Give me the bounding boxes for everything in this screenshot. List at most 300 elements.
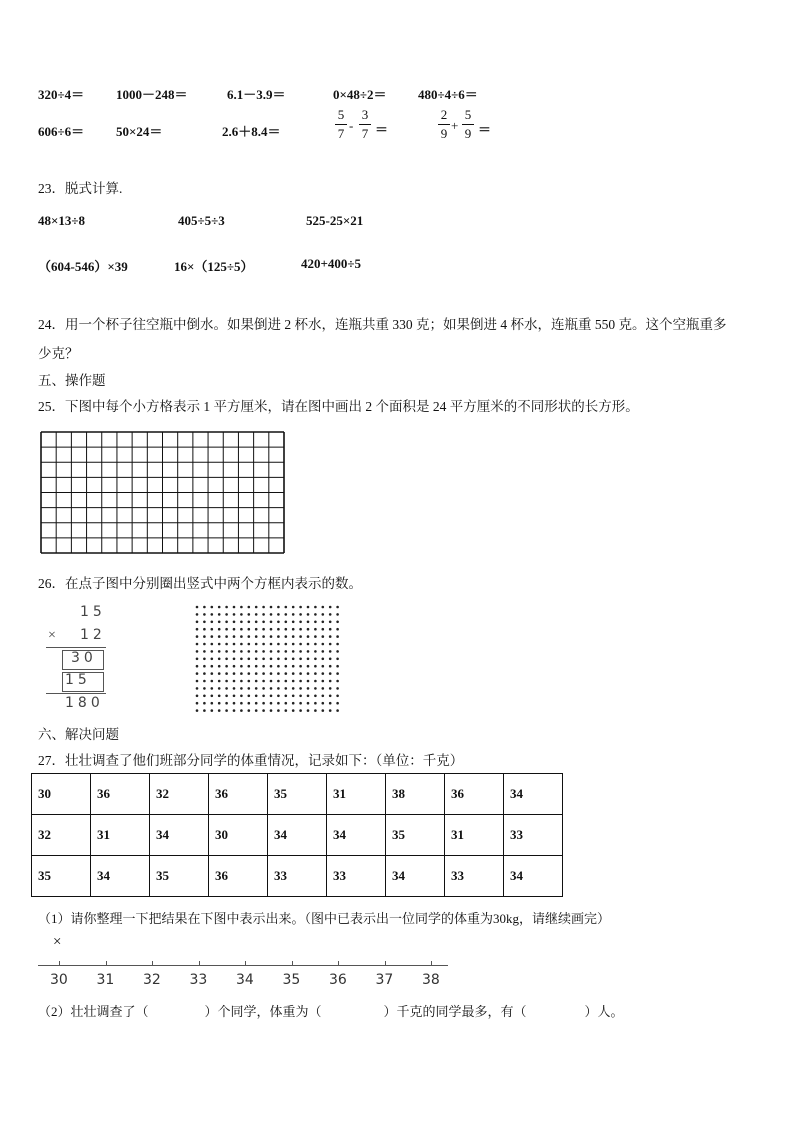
- dot: [255, 687, 258, 690]
- dot: [262, 643, 265, 646]
- dot: [196, 643, 199, 646]
- dot: [292, 613, 295, 616]
- dot: [307, 628, 310, 631]
- dot: [248, 687, 251, 690]
- dot: [262, 672, 265, 675]
- square-grid[interactable]: [40, 431, 285, 554]
- dot: [196, 709, 199, 712]
- dot: [285, 680, 288, 683]
- dot: [196, 650, 199, 653]
- table-cell: 34: [268, 815, 327, 856]
- dot: [233, 687, 236, 690]
- dot: [240, 665, 243, 668]
- dot: [240, 621, 243, 624]
- axis-tick: [106, 961, 107, 965]
- table-cell: 35: [32, 856, 91, 897]
- table-cell: 35: [386, 815, 445, 856]
- dot: [240, 695, 243, 698]
- multiplier: 12: [80, 627, 106, 643]
- table-cell: 36: [209, 774, 268, 815]
- dot: [336, 628, 339, 631]
- dot: [299, 613, 302, 616]
- dot: [225, 702, 228, 705]
- dot: [336, 635, 339, 638]
- dot: [299, 680, 302, 683]
- dot: [240, 687, 243, 690]
- dot: [307, 621, 310, 624]
- table-cell: 34: [150, 815, 209, 856]
- dot: [307, 606, 310, 609]
- partial-product-1: 30: [71, 650, 97, 666]
- dot: [248, 665, 251, 668]
- dot: [211, 658, 214, 661]
- dot: [196, 672, 199, 675]
- dot: [211, 635, 214, 638]
- number-line[interactable]: [38, 965, 448, 966]
- q27-title: 27．壮壮调查了他们班部分同学的体重情况，记录如下：（单位：千克）: [38, 753, 464, 768]
- dot: [285, 606, 288, 609]
- dot: [196, 658, 199, 661]
- dot: [248, 628, 251, 631]
- dot: [218, 635, 221, 638]
- dot: [211, 695, 214, 698]
- dot: [277, 613, 280, 616]
- dot: [203, 680, 206, 683]
- dot: [299, 702, 302, 705]
- dot: [336, 613, 339, 616]
- q23-expr-2: 405÷5÷3: [178, 213, 225, 228]
- fraction-a: 2 9: [438, 108, 450, 141]
- dot: [240, 650, 243, 653]
- equals-sign: ＝: [478, 122, 492, 137]
- dot: [314, 635, 317, 638]
- dot: [329, 621, 332, 624]
- dot: [196, 665, 199, 668]
- q23-expr-4: （604-546）×39: [38, 259, 128, 274]
- dot: [322, 643, 325, 646]
- dot: [336, 702, 339, 705]
- dot: [262, 635, 265, 638]
- q24-text-line1: 24．用一个杯子往空瓶中倒水。如果倒进 2 杯水，连瓶共重 330 克；如果倒进 4 杯水，连瓶重 550 克。这个空瓶重多: [38, 317, 727, 332]
- table-cell: 36: [91, 774, 150, 815]
- dot: [314, 628, 317, 631]
- dot: [262, 687, 265, 690]
- dot: [255, 650, 258, 653]
- q26-title: 26．在点子图中分别圈出竖式中两个方框内表示的数。: [38, 576, 362, 591]
- dot: [218, 650, 221, 653]
- dot: [233, 680, 236, 683]
- dot: [322, 687, 325, 690]
- dot: [299, 709, 302, 712]
- table-cell: 31: [445, 815, 504, 856]
- dot: [233, 643, 236, 646]
- dot: [255, 621, 258, 624]
- dot: [270, 687, 273, 690]
- dot: [292, 687, 295, 690]
- dot: [233, 606, 236, 609]
- vertical-multiplication: [44, 603, 110, 713]
- dot: [299, 672, 302, 675]
- dot: [196, 680, 199, 683]
- dot: [299, 658, 302, 661]
- fraction-a: 5 7: [335, 108, 347, 141]
- dot: [322, 680, 325, 683]
- dot: [322, 695, 325, 698]
- dot: [218, 606, 221, 609]
- q25-title: 25．下图中每个小方格表示 1 平方厘米，请在图中画出 2 个面积是 24 平方厘米的不同形状的长方形。: [38, 399, 639, 414]
- axis-label: 35: [282, 972, 301, 988]
- dot: [211, 606, 214, 609]
- dot: [270, 695, 273, 698]
- oral-calc-4: 0×48÷2＝: [333, 87, 387, 102]
- oral-calc-8: 2.6＋8.4＝: [222, 124, 281, 139]
- dot: [240, 635, 243, 638]
- dot: [196, 628, 199, 631]
- dot: [211, 672, 214, 675]
- table-cell: 33: [327, 856, 386, 897]
- dot: [336, 680, 339, 683]
- dot-grid[interactable]: [193, 603, 343, 715]
- dot: [233, 709, 236, 712]
- dot: [270, 621, 273, 624]
- dot: [225, 680, 228, 683]
- oral-calc-6: 606÷6＝: [38, 124, 85, 139]
- dot: [255, 665, 258, 668]
- dot: [336, 695, 339, 698]
- product-result: 180: [65, 695, 104, 711]
- dot: [336, 687, 339, 690]
- axis-label: 36: [329, 972, 347, 988]
- table-cell: 36: [445, 774, 504, 815]
- dot: [299, 695, 302, 698]
- dot: [248, 658, 251, 661]
- dot: [277, 709, 280, 712]
- oral-calc-5: 480÷4÷6＝: [418, 87, 478, 102]
- table-cell: 35: [268, 774, 327, 815]
- dot: [248, 672, 251, 675]
- dot: [285, 613, 288, 616]
- dot: [203, 665, 206, 668]
- oral-calc-1: 320÷4＝: [38, 87, 85, 102]
- dot: [233, 695, 236, 698]
- dot: [225, 613, 228, 616]
- dot: [314, 695, 317, 698]
- dot: [314, 672, 317, 675]
- oral-calc-2: 1000－248＝: [116, 87, 188, 102]
- dot: [248, 650, 251, 653]
- dot: [218, 643, 221, 646]
- dot: [277, 702, 280, 705]
- dot: [299, 606, 302, 609]
- dot: [255, 709, 258, 712]
- dot: [233, 628, 236, 631]
- dot: [270, 658, 273, 661]
- dot: [322, 702, 325, 705]
- dot: [233, 658, 236, 661]
- table-cell: 32: [150, 774, 209, 815]
- dot: [307, 635, 310, 638]
- table-cell: 34: [327, 815, 386, 856]
- dot: [225, 650, 228, 653]
- table-cell: 33: [268, 856, 327, 897]
- dot: [218, 613, 221, 616]
- table-row: [32, 815, 563, 856]
- table-cell: 31: [327, 774, 386, 815]
- dot: [248, 621, 251, 624]
- dot: [336, 606, 339, 609]
- dot: [322, 658, 325, 661]
- dot: [322, 635, 325, 638]
- dot: [322, 613, 325, 616]
- dot: [314, 650, 317, 653]
- dot: [285, 643, 288, 646]
- dot: [277, 695, 280, 698]
- axis-label: 31: [96, 972, 115, 988]
- dot: [248, 606, 251, 609]
- oral-calc-3: 6.1－3.9＝: [227, 87, 286, 102]
- q27-sub2: [38, 1001, 624, 1020]
- dot: [292, 635, 295, 638]
- dot: [248, 695, 251, 698]
- dot: [196, 606, 199, 609]
- dot: [277, 665, 280, 668]
- table-row: [32, 856, 563, 897]
- table-row: [32, 774, 563, 815]
- dot: [270, 665, 273, 668]
- dot: [233, 613, 236, 616]
- dot: [292, 695, 295, 698]
- table-cell: 36: [209, 856, 268, 897]
- dot: [255, 672, 258, 675]
- equals-sign: ＝: [375, 122, 389, 137]
- dot: [329, 643, 332, 646]
- dot: [270, 635, 273, 638]
- dot: [240, 643, 243, 646]
- dot: [248, 709, 251, 712]
- table-cell: 34: [504, 856, 563, 897]
- dot: [233, 650, 236, 653]
- dot: [262, 709, 265, 712]
- dot: [322, 606, 325, 609]
- section-title-5: 五、操作题: [38, 373, 106, 388]
- dot: [225, 628, 228, 631]
- cross-mark: ×: [53, 934, 62, 950]
- dot: [211, 702, 214, 705]
- dot: [262, 606, 265, 609]
- dot: [255, 702, 258, 705]
- axis-label: 30: [50, 972, 68, 988]
- dot: [277, 650, 280, 653]
- dot: [233, 702, 236, 705]
- dot: [277, 606, 280, 609]
- axis-label: 34: [236, 972, 254, 988]
- dot: [322, 628, 325, 631]
- dot: [248, 702, 251, 705]
- dot: [322, 672, 325, 675]
- dot: [307, 665, 310, 668]
- dot: [314, 606, 317, 609]
- dot: [203, 709, 206, 712]
- dot: [270, 643, 273, 646]
- axis-label: 33: [189, 972, 208, 988]
- dot: [203, 613, 206, 616]
- dot: [285, 628, 288, 631]
- axis-tick: [199, 961, 200, 965]
- dot: [262, 613, 265, 616]
- axis-tick: [385, 961, 386, 965]
- dot: [285, 665, 288, 668]
- table-cell: 38: [386, 774, 445, 815]
- q23-expr-6: 420+400÷5: [301, 256, 362, 271]
- section-title-6: 六、解决问题: [38, 727, 119, 742]
- dot: [307, 613, 310, 616]
- dot: [255, 606, 258, 609]
- dot: [262, 702, 265, 705]
- dot: [203, 687, 206, 690]
- dot: [329, 680, 332, 683]
- dot: [314, 709, 317, 712]
- dot: [211, 621, 214, 624]
- dot: [307, 680, 310, 683]
- dot: [211, 650, 214, 653]
- dot: [336, 665, 339, 668]
- dot: [270, 613, 273, 616]
- dot: [299, 643, 302, 646]
- q27-sub2-part2: ）个同学，体重为（: [204, 1004, 322, 1019]
- dot: [292, 621, 295, 624]
- table-cell: 30: [209, 815, 268, 856]
- dot: [299, 621, 302, 624]
- dot: [248, 680, 251, 683]
- dot: [292, 702, 295, 705]
- dot: [336, 709, 339, 712]
- axis-label: 38: [422, 972, 440, 988]
- dot: [299, 650, 302, 653]
- fraction-b: 3 7: [359, 108, 371, 141]
- dot: [329, 650, 332, 653]
- dot: [314, 680, 317, 683]
- dot: [307, 650, 310, 653]
- dot: [270, 680, 273, 683]
- dot: [211, 709, 214, 712]
- table-cell: 30: [32, 774, 91, 815]
- dot: [329, 665, 332, 668]
- dot: [225, 695, 228, 698]
- divider-line: [46, 693, 106, 694]
- dot: [255, 680, 258, 683]
- axis-tick: [338, 961, 339, 965]
- q23-expr-1: 48×13÷8: [38, 213, 86, 228]
- dot: [322, 621, 325, 624]
- q27-sub2-part4: ）人。: [584, 1004, 624, 1019]
- dot: [336, 672, 339, 675]
- axis-tick: [431, 961, 432, 965]
- dot: [218, 621, 221, 624]
- dot: [285, 702, 288, 705]
- axis-label: 32: [143, 972, 161, 988]
- dot: [329, 702, 332, 705]
- dot: [329, 709, 332, 712]
- dot: [307, 672, 310, 675]
- dot: [329, 635, 332, 638]
- dot: [285, 621, 288, 624]
- dot: [262, 665, 265, 668]
- dot: [299, 665, 302, 668]
- dot: [322, 650, 325, 653]
- dot: [329, 695, 332, 698]
- dot: [225, 709, 228, 712]
- dot: [277, 621, 280, 624]
- multiplicand: 15: [80, 604, 106, 620]
- dot: [314, 687, 317, 690]
- dot: [277, 658, 280, 661]
- dot: [248, 613, 251, 616]
- dot: [322, 665, 325, 668]
- dot: [218, 672, 221, 675]
- dot: [336, 621, 339, 624]
- times-sign: ×: [48, 628, 56, 643]
- table-cell: 34: [91, 856, 150, 897]
- dot: [240, 606, 243, 609]
- dot: [270, 650, 273, 653]
- dot: [233, 621, 236, 624]
- dot: [218, 658, 221, 661]
- dot: [292, 665, 295, 668]
- q24-text-line2: 少克？: [38, 346, 79, 361]
- dot: [307, 702, 310, 705]
- dot: [292, 628, 295, 631]
- dot: [203, 650, 206, 653]
- dot: [262, 680, 265, 683]
- dot: [299, 628, 302, 631]
- dot: [218, 680, 221, 683]
- dot: [270, 709, 273, 712]
- dot: [277, 680, 280, 683]
- dot: [277, 628, 280, 631]
- dot: [307, 695, 310, 698]
- dot: [299, 635, 302, 638]
- dot: [292, 606, 295, 609]
- dot: [314, 658, 317, 661]
- dot: [240, 628, 243, 631]
- dot: [255, 658, 258, 661]
- dot: [203, 695, 206, 698]
- dot: [329, 606, 332, 609]
- dot: [262, 650, 265, 653]
- dot: [225, 643, 228, 646]
- dot: [196, 687, 199, 690]
- dot: [292, 643, 295, 646]
- dot: [248, 635, 251, 638]
- dot: [196, 695, 199, 698]
- plus-sign: +: [451, 118, 459, 133]
- dot: [285, 672, 288, 675]
- dot: [262, 628, 265, 631]
- axis-tick: [152, 961, 153, 965]
- dot: [285, 658, 288, 661]
- dot: [203, 643, 206, 646]
- dot: [292, 672, 295, 675]
- dot: [211, 687, 214, 690]
- table-cell: 31: [91, 815, 150, 856]
- divider-line: [46, 647, 106, 648]
- dot: [336, 643, 339, 646]
- dot: [211, 680, 214, 683]
- dot: [203, 606, 206, 609]
- table-cell: 35: [150, 856, 209, 897]
- q27-sub1: （1）请你整理一下把结果在下图中表示出来。（图中已表示出一位同学的体重为30kg，请继续画完）: [38, 911, 611, 926]
- dot: [262, 695, 265, 698]
